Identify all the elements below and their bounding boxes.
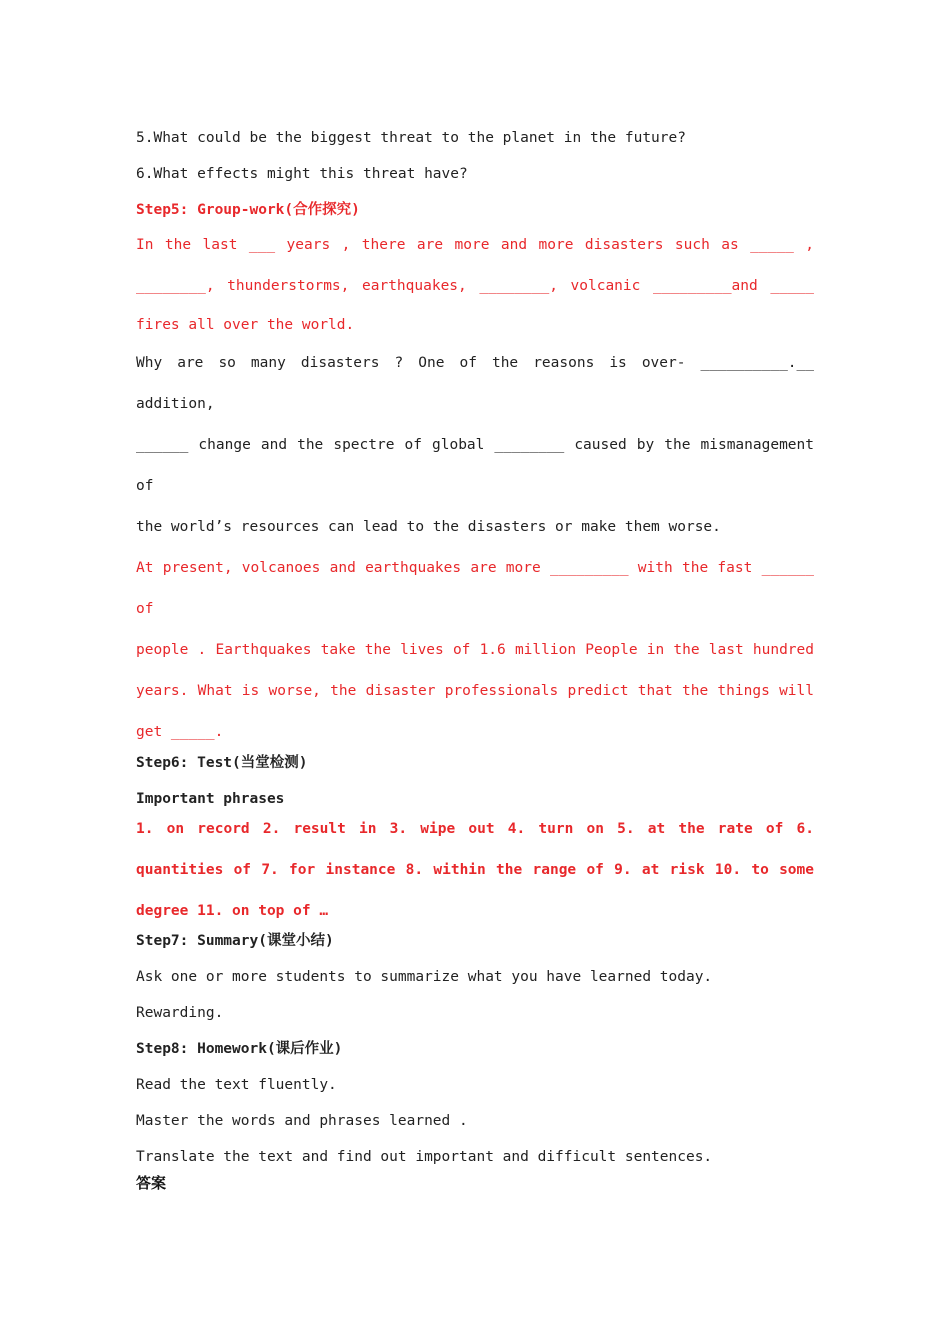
step5-heading: Step5: Group-work(合作探究): [136, 202, 360, 218]
step5-paragraph-2: [136, 343, 814, 548]
step7-line: Rewarding.: [136, 1005, 224, 1021]
step8-heading: Step8: Homework(课后作业): [136, 1041, 343, 1057]
step8-line: Read the text fluently.: [136, 1077, 337, 1093]
paragraph-line: get _____.: [136, 724, 224, 740]
paragraph-line: years. What is worse, the disaster professionals predict that the things will: [136, 683, 814, 699]
paragraph-line: ______ change and the spectre of global ________ caused by the mismanagement of: [136, 437, 814, 494]
phrases-line: 1. on record 2. result in 3. wipe out 4. turn on 5. at the rate of 6.: [136, 821, 814, 837]
paragraph-line: fires all over the world.: [136, 317, 355, 333]
phrases-line: degree 11. on top of …: [136, 903, 329, 919]
phrases-list: [136, 809, 814, 931]
question-6: 6.What effects might this threat have?: [136, 166, 468, 182]
paragraph-line: ________, thunderstorms, earthquakes, ________, volcanic _________and _____: [136, 278, 814, 294]
document-body: [136, 124, 814, 1167]
paragraph-line: At present, volcanoes and earthquakes are more _________ with the fast ______ of: [136, 560, 814, 617]
paragraph-line: In the last ___ years , there are more and more disasters such as _____ ,: [136, 237, 814, 253]
step5-paragraph-3: [136, 548, 814, 753]
paragraph-line: Why are so many disasters ? One of the reasons is over- __________.__ addition,: [136, 355, 814, 412]
step7-line: Ask one or more students to summarize what you have learned today.: [136, 969, 713, 985]
step7-heading: Step7: Summary(课堂小结): [136, 933, 334, 949]
step8-line: Master the words and phrases learned .: [136, 1113, 468, 1129]
step6-subheading: Important phrases: [136, 791, 285, 807]
step6-heading: Step6: Test(当堂检测): [136, 755, 308, 771]
step5-paragraph-1: [136, 225, 814, 343]
phrases-line: quantities of 7. for instance 8. within the range of 9. at risk 10. to some: [136, 862, 814, 878]
paragraph-line: the world’s resources can lead to the disasters or make them worse.: [136, 519, 721, 535]
answer-heading: 答案: [136, 1174, 167, 1192]
paragraph-line: people . Earthquakes take the lives of 1.6 million People in the last hundred: [136, 642, 814, 658]
question-5: 5.What could be the biggest threat to the planet in the future?: [136, 130, 686, 146]
step8-line: Translate the text and find out important and difficult sentences.: [136, 1149, 713, 1165]
